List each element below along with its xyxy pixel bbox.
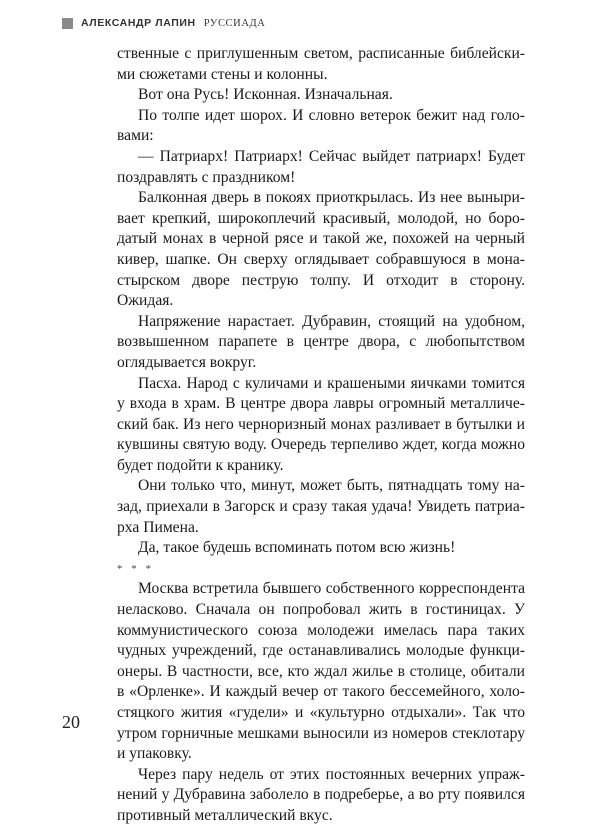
paragraph: Через пару недель от этих постоянных вечерних упражнений у Дубравина заболело в подреберье, а во рту появился противный металлический вкус. xyxy=(117,765,525,824)
paragraph: Да, такое будешь вспоминать потом всю жизнь! xyxy=(138,539,456,557)
paragraph: ственные с приглушенным светом, расписанные библейскими сюжетами стены и колонны. xyxy=(117,45,525,83)
section-separator: * * * xyxy=(117,562,154,575)
running-header xyxy=(62,17,265,29)
page-number: 20 xyxy=(62,712,80,732)
header-square-icon xyxy=(62,18,73,29)
paragraph: — Патриарх! Патриарх! Сейчас выйдет патриарх! Будет поздравлять с праздником! xyxy=(117,147,525,186)
paragraph: Балконная дверь в покоях приоткрылась. Из нее выныривает крепкий, широкоплечий красивый, молодой, но бородатый монах в черной рясе и такой же, похожей на черный кивер, шапке. Он сверху оглядывает собравшуюся в монастырском дворе пеструю толпу. И отходит в сторону. Ожидая. xyxy=(117,189,525,310)
page-body xyxy=(117,44,525,827)
paragraph: По толпе идет шорох. И словно ветерок бежит над головами: xyxy=(117,106,525,145)
paragraph: Пасха. Народ с куличами и крашеными яичками томится у входа в храм. В центре двора лавры огромный металлический бак. Из него черноризный монах разливает в бутылки и кувшины святую воду. Очередь терпеливо ждет, когда можно будет подойти к кранику. xyxy=(117,374,525,474)
header-author: АЛЕКСАНДР ЛАПИН xyxy=(81,17,196,29)
paragraph: Они только что, минут, может быть, пятнадцать тому назад, приехали в Загорск и сразу такая удача! Увидеть патриарха Пимена. xyxy=(117,477,525,536)
paragraph: Вот она Русь! Исконная. Изначальная. xyxy=(138,86,393,104)
paragraph: Москва встретила бывшего собственного корреспондента неласково. Сначала он попробовал жить в гостиницах. У коммунистического союза молодежи имелась пара таких чудных учреждений, где останавливались молодые функционеры. В частности, все, кто ждал жилье в столице, обитали в «Орленке». И каждый вечер от такого бессемейного, холостяцкого жития «гудели» и «культурно отдыхали». Так что утром горничные мешками выносили из номеров стеклотару и упаковку. xyxy=(117,580,525,763)
paragraph: Напряжение нарастает. Дубравин, стоящий на удобном, возвышенном парапете в центре двора, с любопытством оглядывается вокруг. xyxy=(117,312,525,371)
header-book-title: РУССИАДА xyxy=(203,17,266,29)
